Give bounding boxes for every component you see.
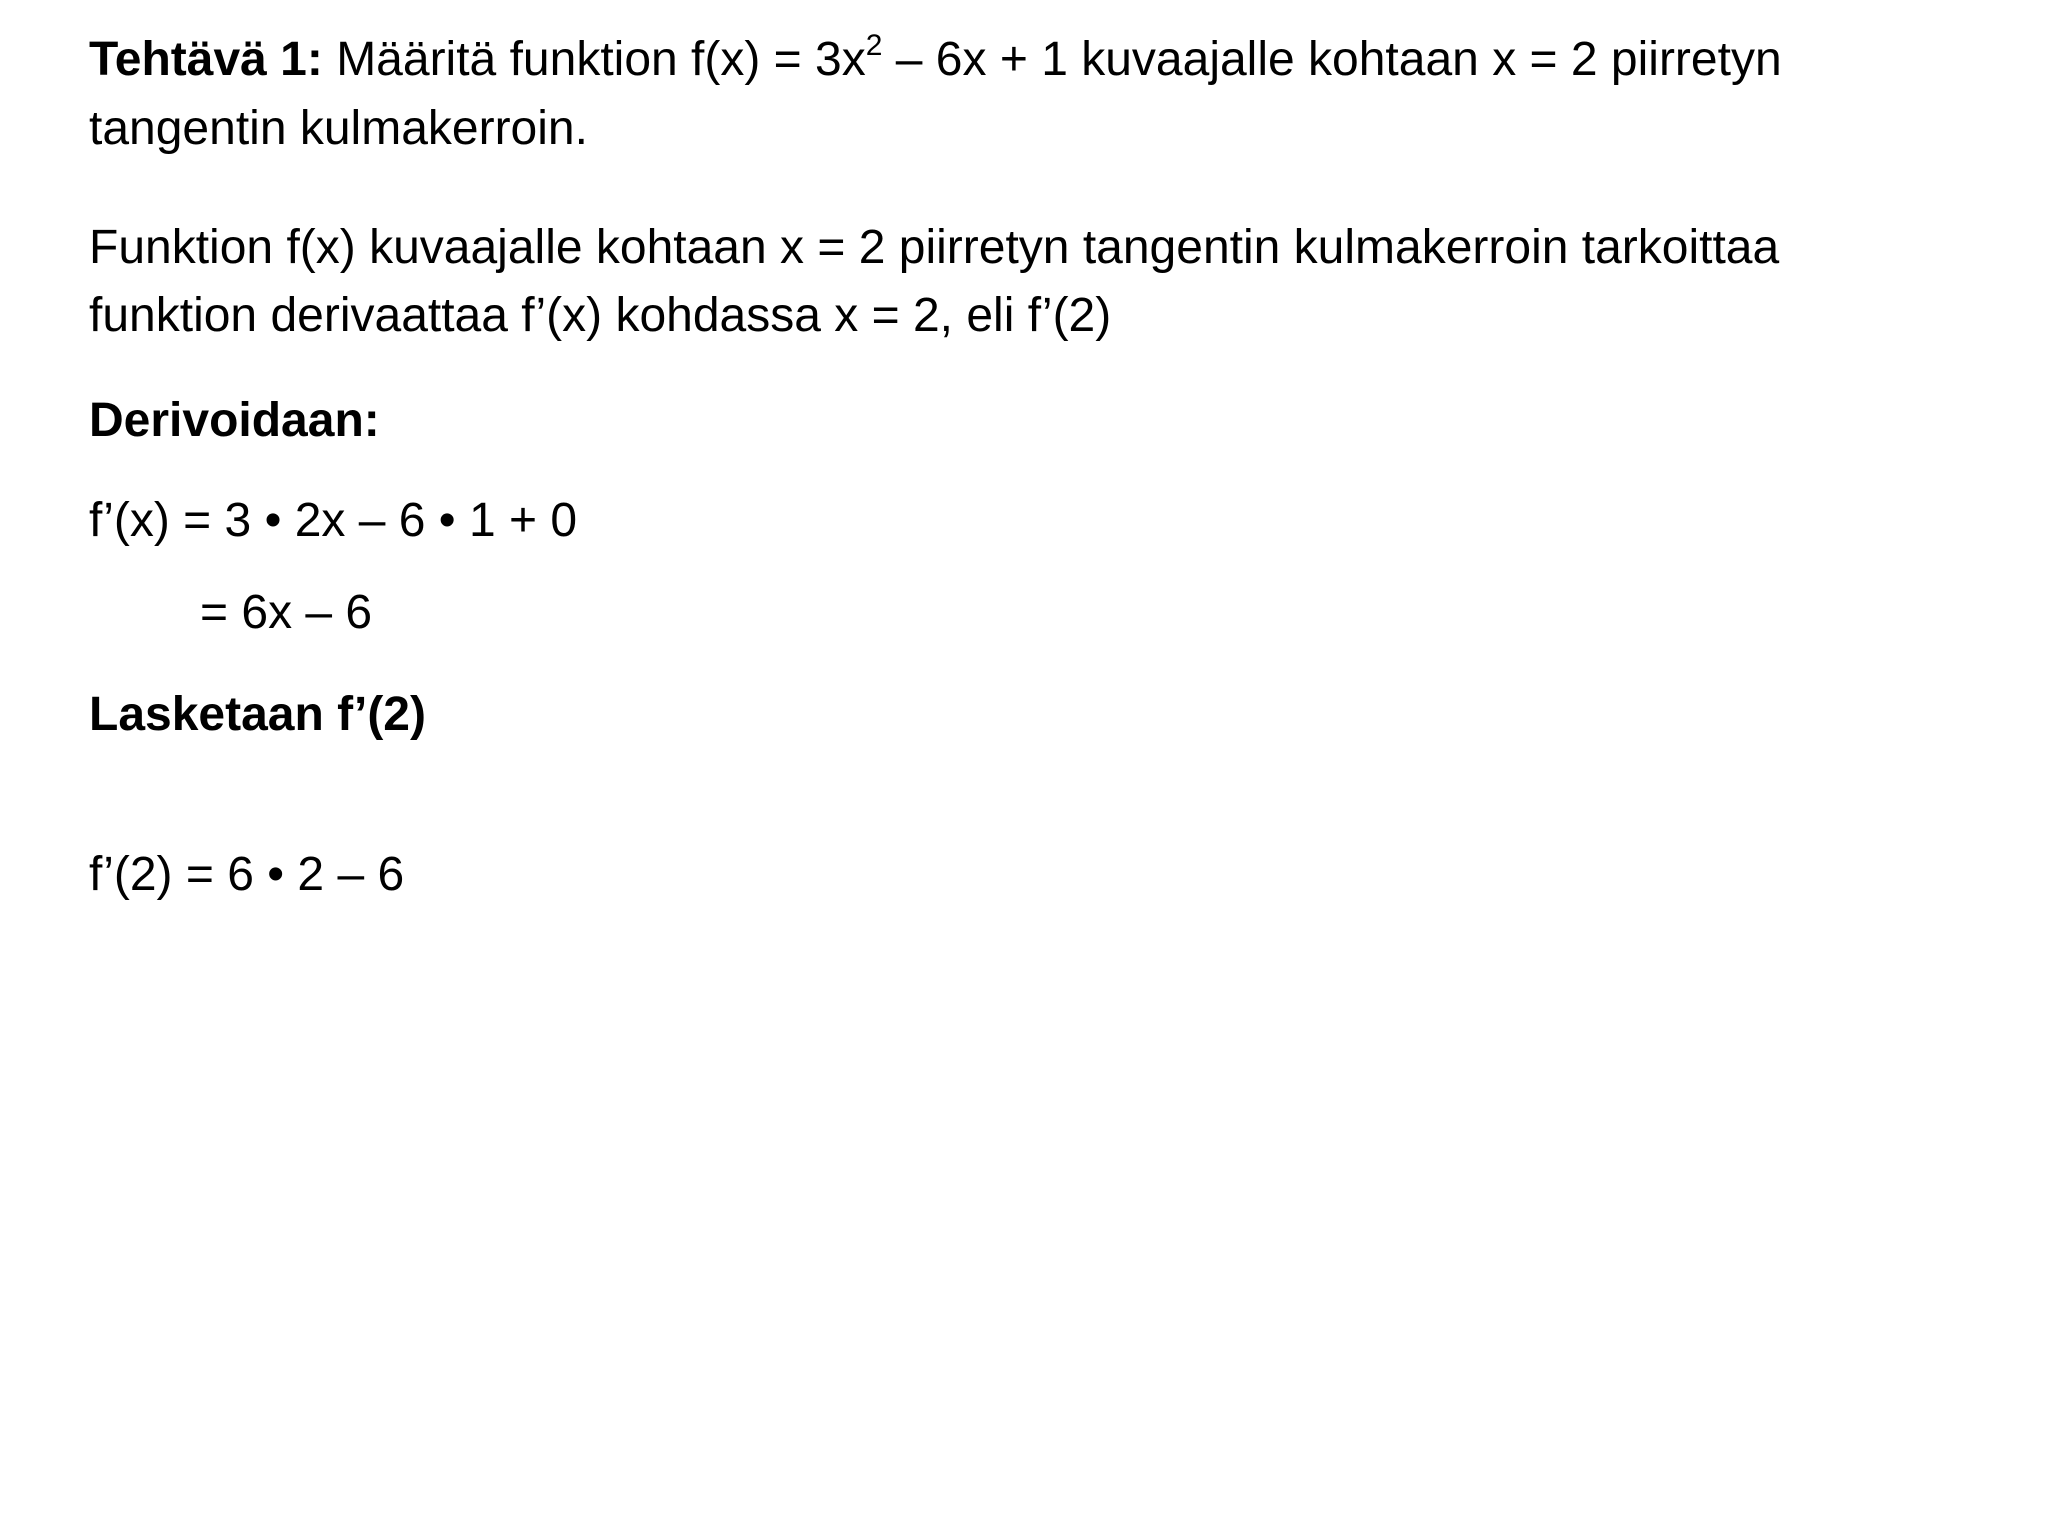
evaluate-heading: Lasketaan f’(2) — [89, 688, 426, 741]
task-text-end: – 6x + 1 kuvaajalle kohtaan x = 2 piirretyn — [882, 33, 1782, 86]
evaluate-step-1: f’(2) = 6 • 2 – 6 — [89, 848, 405, 901]
task-line-1 — [89, 27, 1782, 93]
derivative-step-2: = 6x – 6 — [200, 586, 373, 639]
task-label: Tehtävä 1: — [89, 33, 323, 86]
task-text-start: Määritä funktion f(x) = 3x — [322, 33, 866, 86]
derivative-heading: Derivoidaan: — [89, 394, 380, 447]
derivative-step-1: f’(x) = 3 • 2x – 6 • 1 + 0 — [89, 494, 578, 547]
explanation-line-1: Funktion f(x) kuvaajalle kohtaan x = 2 piirretyn tangentin kulmakerroin tarkoittaa — [89, 221, 1780, 274]
task-exponent: 2 — [865, 29, 883, 62]
task-line-2: tangentin kulmakerroin. — [89, 102, 588, 155]
explanation-line-2: funktion derivaattaa f’(x) kohdassa x = 2, eli f’(2) — [89, 289, 1112, 342]
